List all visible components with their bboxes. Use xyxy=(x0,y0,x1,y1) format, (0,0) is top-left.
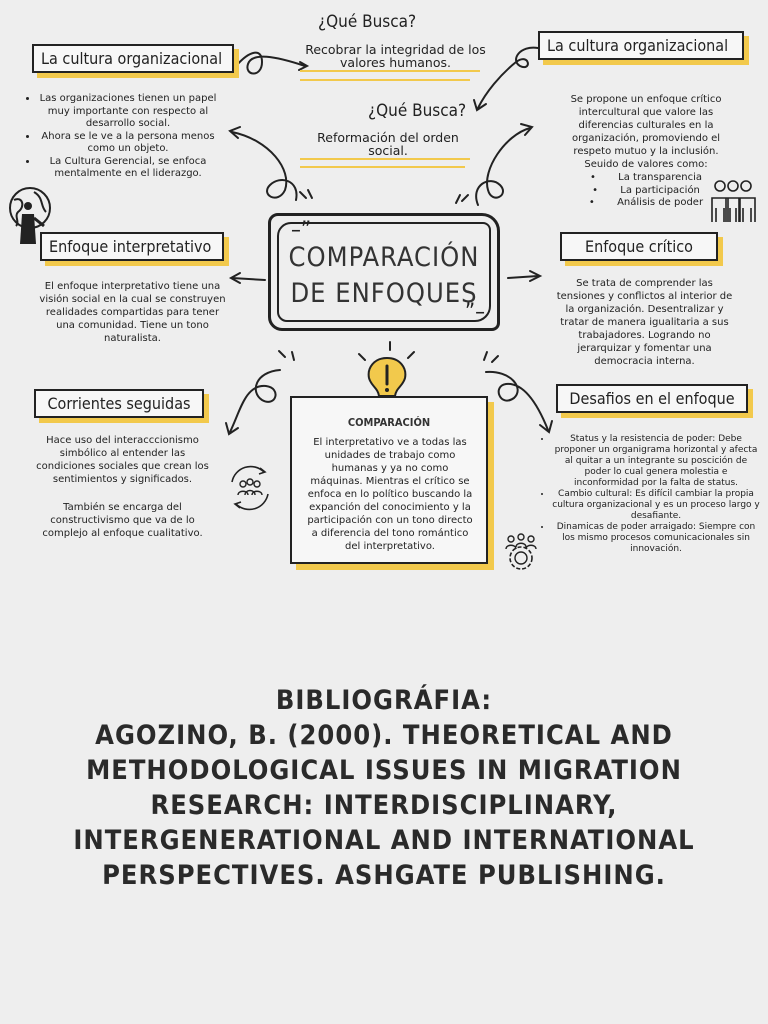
left-mid-text: El enfoque interpretativo tiene una visión social en la cual se construyen realidades compartidas para tener una comunidad. Tiene un tono naturalista. xyxy=(39,281,226,344)
left-bottom-text-2: También se encarga del constructivismo que va de lo complejo al enfoque cualitativo. xyxy=(42,502,203,539)
underline-1b xyxy=(300,79,470,81)
right-mid-title-box: Enfoque crítico xyxy=(560,232,718,261)
left-bottom-title-box: Corrientes seguidas xyxy=(34,389,204,418)
right-top-text: Se propone un enfoque crítico intercultural que valore las diferencias culturales en la organización, promoviendo el respeto mutuo y la inclusión. Seuido de valores como: xyxy=(570,94,722,170)
right-bottom-bullet-1: • Status y la resistencia de poder: Debe proponer un organigrama horizontal y afecta al quitar a un integrante su poscición de poder lo cual genera molestia e inconformidad por la falta de status. xyxy=(552,434,760,489)
question-1-answer: Recobrar la integridad de los valores humanos. xyxy=(305,42,486,70)
right-top-bullet-3: • Análisis de poder xyxy=(588,197,704,208)
left-top-bullet-3: • La Cultura Gerencial, se enfoca mentalmente en el liderazgo. xyxy=(38,156,218,181)
bibliography-citation: AGOZINO, B. (2000). THEORETICAL AND METHODOLOGICAL ISSUES IN MIGRATION RESEARCH: INTERDISCIPLINARY, INTERGENERATIONAL AND INTERNATIONAL PERSPECTIVES. ASHGATE PUBLISHING. xyxy=(73,720,695,891)
right-top-bullet-1: • La transparencia xyxy=(589,172,702,183)
underline-2b xyxy=(300,166,465,168)
left-mid-title-box: Enfoque interpretativo xyxy=(40,232,224,261)
comparison-text: El interpretativo ve a todas las unidades de trabajo como humanas y ya no como máquinas. Mientras el crítico se enfoca en lo político buscando la expanción del conocimiento y la participación con un tono directo a diferencia del tono romántico del interpretativo. xyxy=(307,437,473,552)
right-top-title-box: La cultura organizacional xyxy=(538,31,744,60)
people-group-icon xyxy=(708,178,758,224)
right-bottom-bullets xyxy=(538,434,760,555)
center-quote-open: –” xyxy=(291,218,312,243)
comparison-box xyxy=(290,396,488,564)
bibliography-heading: BIBLIOGRÁFIA: xyxy=(275,685,493,716)
left-top-title-box: La cultura organizacional xyxy=(32,44,234,73)
question-2-answer: Reformación del orden social. xyxy=(317,130,459,158)
underline-1 xyxy=(300,70,480,72)
question-2-label: ¿Qué Busca? xyxy=(368,101,467,121)
left-top-bullet-1: • Las organizaciones tienen un papel muy importante con respecto al desarrollo social. xyxy=(38,93,218,131)
center-title-line-1: COMPARACIÓN xyxy=(288,242,480,273)
right-bottom-bullet-3: • Dinamicas de poder arraigado: Siempre con los mismo procesos comunicacionales sin innovación. xyxy=(552,522,760,555)
left-bottom-text-1: Hace uso del interacccionismo simbólico al entender las condiciones sociales que crean los sentimientos y significados. xyxy=(36,435,209,485)
right-bottom-bullet-2: • Cambio cultural: Es difícil cambiar la propia cultura organizacional y es un proceso largo y desafiante. xyxy=(552,489,760,522)
underline-2 xyxy=(300,158,470,160)
right-top-bullet-2: • La participación xyxy=(592,184,700,196)
question-1-label: ¿Qué Busca? xyxy=(318,12,417,32)
left-top-bullets xyxy=(22,93,218,181)
comparison-title: COMPARACIÓN xyxy=(347,416,431,429)
bibliography xyxy=(60,683,708,893)
cycle-people-icon xyxy=(224,462,276,514)
right-mid-text: Se trata de comprender las tensiones y conflictos al interior de la organización. Desentralizar y tratar de manera igualitaria a sus trabajadores. Logrando no jerarquizar y fomentar una democracia interna. xyxy=(556,278,733,367)
left-top-bullet-2: • Ahora se le ve a la persona menos como un objeto. xyxy=(38,131,218,156)
center-quote-close: ”– xyxy=(464,300,485,325)
center-title-box xyxy=(268,213,500,331)
center-title-line-2: DE ENFOQUES xyxy=(290,278,478,309)
right-bottom-title-box: Desafios en el enfoque xyxy=(556,384,748,413)
gear-people-icon xyxy=(500,532,542,574)
